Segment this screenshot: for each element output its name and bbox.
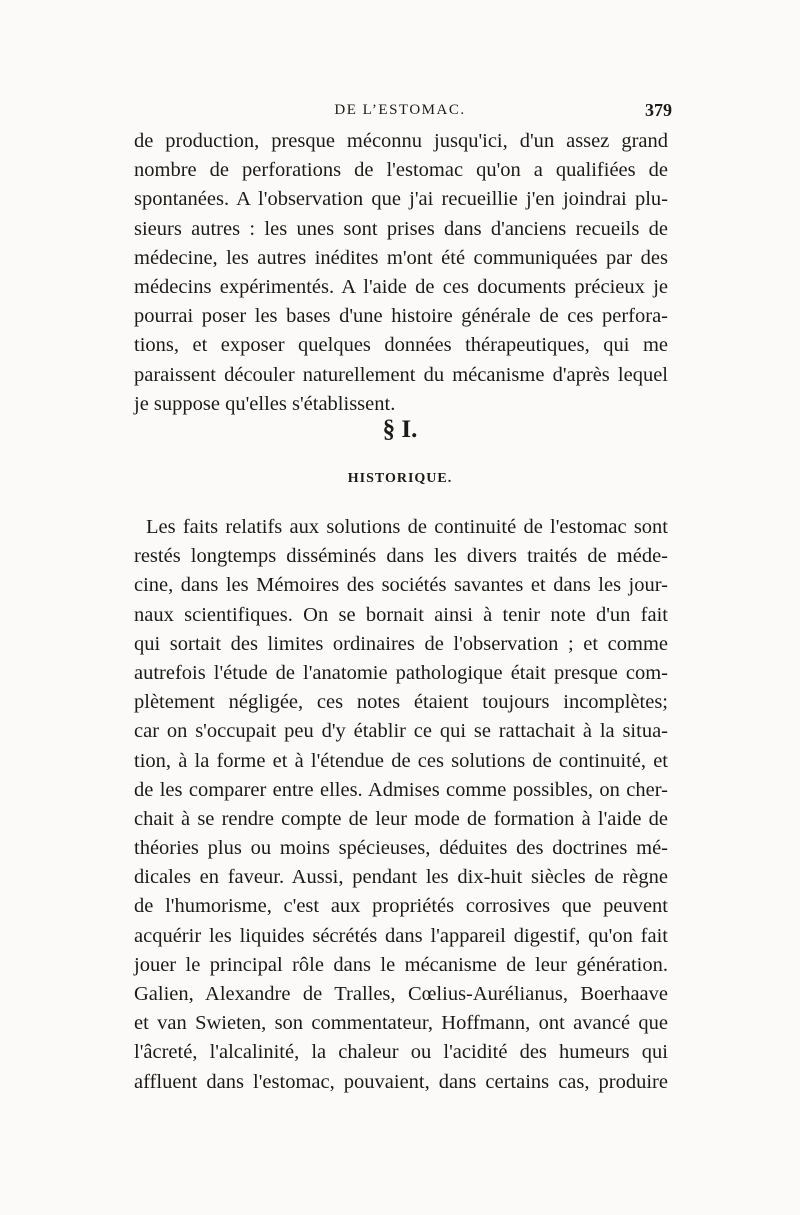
text-line: de les comparer entre elles. Admises comme possibles, on cher-: [134, 778, 668, 801]
text-line: théories plus ou moins spécieuses, déduites des doctrines mé-: [134, 837, 668, 860]
text-line: sieurs autres : les unes sont prises dans d'anciens recueils de: [134, 217, 668, 240]
text-line: de production, presque méconnu jusqu'ici, d'un assez grand: [134, 130, 668, 152]
text-line: car on s'occupait peu d'y établir ce qui se rattachait à la situa-: [134, 720, 668, 743]
text-line: qui sortait des limites ordinaires de l'observation ; et comme: [134, 632, 668, 655]
text-line: paraissent découler naturellement du mécanisme d'après lequel: [134, 363, 668, 386]
text-line: acquérir les liquides sécrétés dans l'appareil digestif, qu'on fait: [134, 924, 668, 947]
text-line: nombre de perforations de l'estomac qu'on a qualifiées de: [134, 159, 668, 182]
section-title: HISTORIQUE.: [347, 471, 453, 486]
text-line: autrefois l'étude de l'anatomie pathologique était presque com-: [134, 661, 668, 684]
text-line: spontanées. A l'observation que j'ai recueillie j'en joindrai plu-: [134, 188, 668, 211]
text-line: tions, et exposer quelques données thérapeutiques, qui me: [134, 334, 668, 357]
text-line: naux scientifiques. On se bornait ainsi à tenir note d'un fait: [134, 603, 668, 626]
text-line: jouer le principal rôle dans le mécanisme de leur génération.: [134, 953, 668, 976]
text-line: chait à se rendre compte de leur mode de formation à l'aide de: [134, 807, 668, 830]
text-line: médecine, les autres inédites m'ont été communiquées par des: [134, 246, 668, 269]
text-line: cine, dans les Mémoires des sociétés savantes et dans les jour-: [134, 574, 668, 597]
text-line: l'âcreté, l'alcalinité, la chaleur ou l'acidité des humeurs qui: [134, 1041, 668, 1064]
section-number: § I.: [382, 416, 418, 443]
text-line: de l'humorisme, c'est aux propriétés corrosives que peuvent: [134, 895, 668, 918]
text-line: médecins expérimentés. A l'aide de ces documents précieux je: [134, 275, 668, 298]
text-line: restés longtemps disséminés dans les divers traités de méde-: [134, 545, 668, 568]
text-line: dicales en faveur. Aussi, pendant les dix-huit siècles de règne: [134, 866, 668, 889]
paragraph-intro: [134, 127, 668, 419]
text-line: Les faits relatifs aux solutions de continuité de l'estomac sont: [146, 516, 668, 538]
text-line: je suppose qu'elles s'établissent.: [134, 392, 396, 415]
text-line: et van Swieten, son commentateur, Hoffmann, ont avancé que: [134, 1012, 668, 1035]
text-line: pourrai poser les bases d'une histoire générale de ces perfora-: [134, 305, 668, 328]
running-head: [0, 98, 800, 128]
running-title: DE L’ESTOMAC.: [334, 102, 466, 118]
text-line: affluent dans l'estomac, pouvaient, dans certains cas, produire: [134, 1070, 668, 1093]
text-line: tion, à la forme et à l'étendue de ces solutions de continuité, et: [134, 749, 668, 772]
text-line: Galien, Alexandre de Tralles, Cœlius-Aurélianus, Boerhaave: [134, 983, 668, 1005]
text-line: plètement négligée, ces notes étaient toujours incomplètes;: [134, 691, 668, 714]
page-number: 379: [645, 100, 672, 120]
paragraph-historique: [134, 513, 668, 1097]
